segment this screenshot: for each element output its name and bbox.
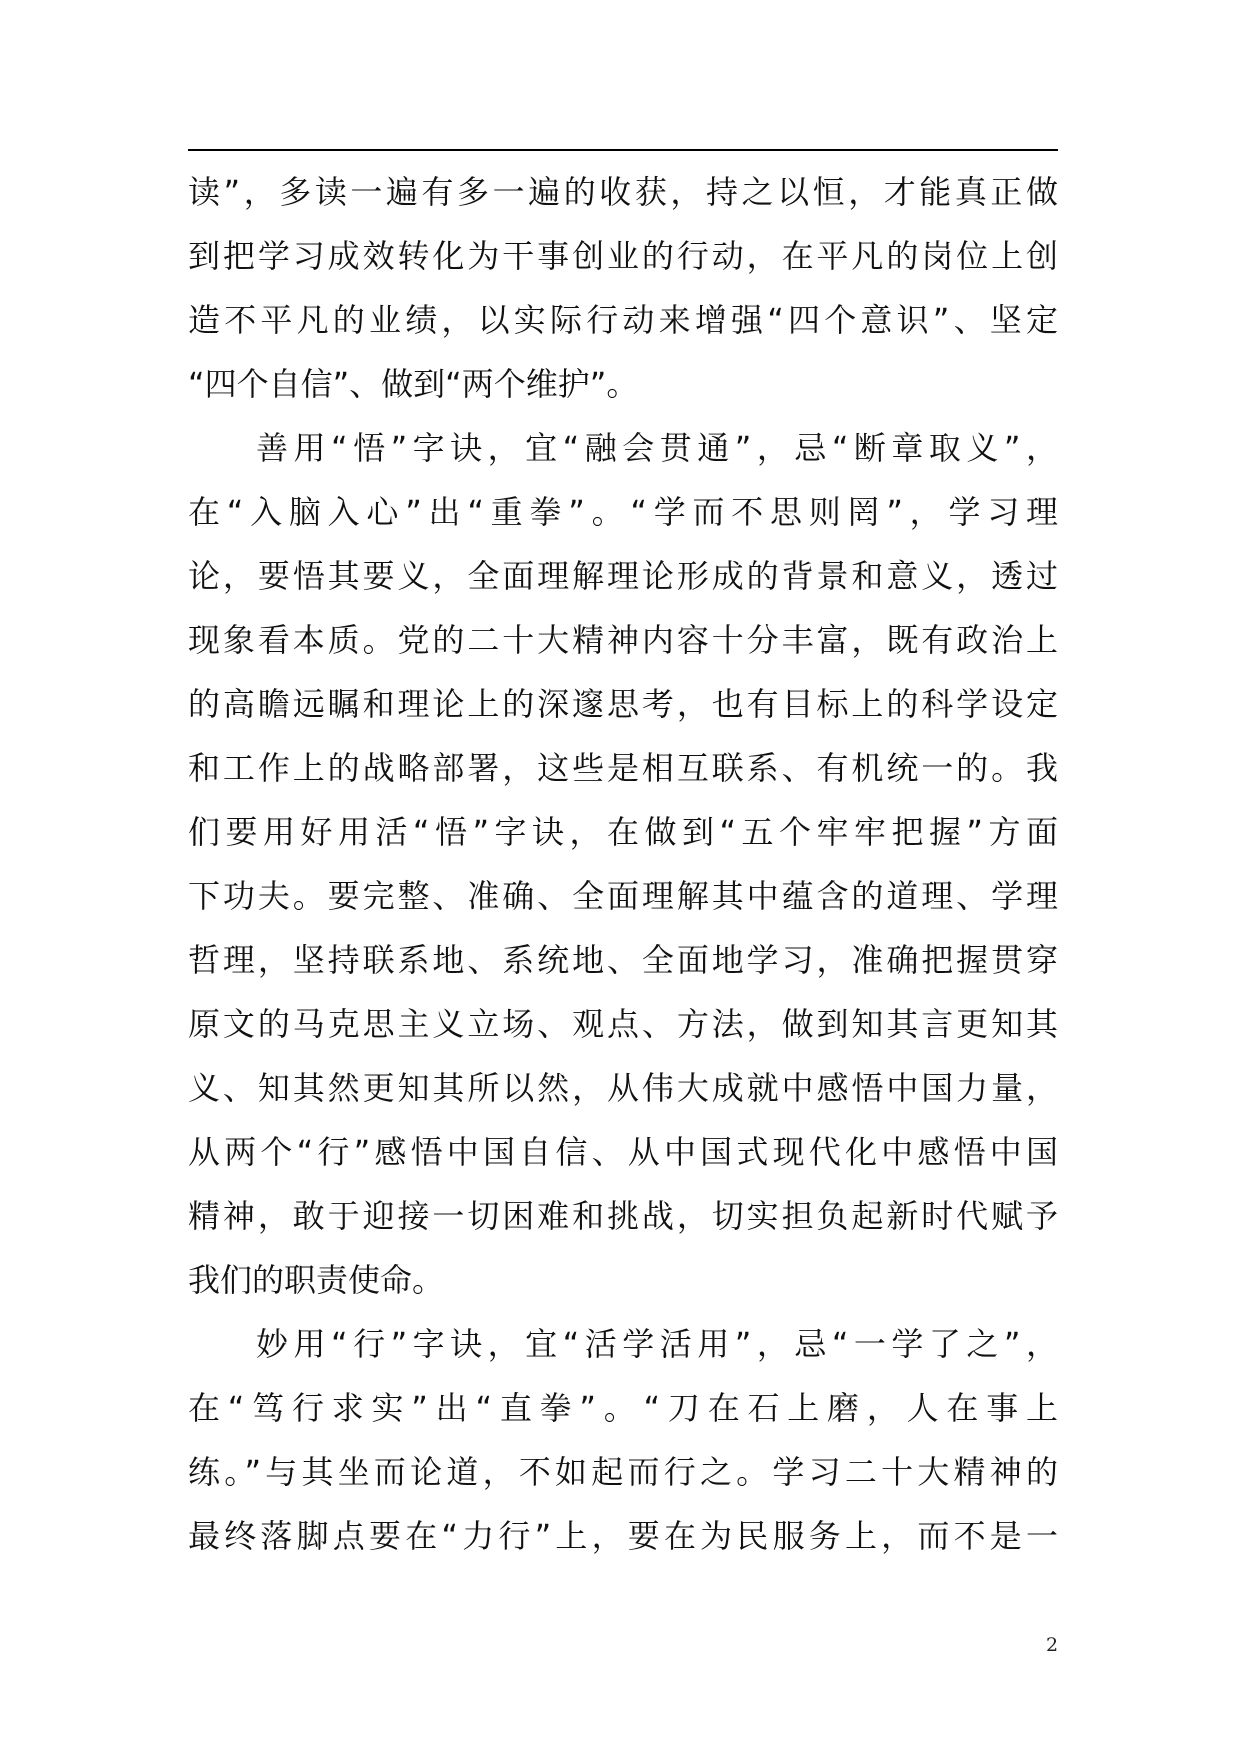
- text-line: 哲理，坚持联系地、系统地、全面地学习，准确把握贯穿: [188, 941, 1058, 979]
- text-line: 最终落脚点要在“力行”上，要在为民服务上，而不是一: [188, 1517, 1058, 1555]
- text-line: 原文的马克思主义立场、观点、方法，做到知其言更知其: [188, 1005, 1058, 1043]
- text-line: 和工作上的战略部署，这些是相互联系、有机统一的。我: [188, 749, 1058, 787]
- text-line: 练。”与其坐而论道，不如起而行之。学习二十大精神的: [188, 1453, 1058, 1491]
- text-line: 下功夫。要完整、准确、全面理解其中蕴含的道理、学理: [188, 877, 1058, 915]
- text-line: 在“笃行求实”出“直拳”。“刀在石上磨，人在事上: [188, 1389, 1058, 1427]
- body-text: [188, 160, 1058, 1568]
- text-line: 的高瞻远瞩和理论上的深邃思考，也有目标上的科学设定: [188, 685, 1058, 723]
- text-line: 义、知其然更知其所以然，从伟大成就中感悟中国力量，: [188, 1069, 1058, 1107]
- text-line: 读”，多读一遍有多一遍的收获，持之以恒，才能真正做: [188, 173, 1058, 211]
- page-number: 2: [1046, 1634, 1059, 1656]
- paragraph-first-line: 妙用“行”字诀，宜“活学活用”，忌“一学了之”，: [256, 1325, 1058, 1363]
- text-line: 论，要悟其要义，全面理解理论形成的背景和意义，透过: [188, 557, 1058, 595]
- text-line: “四个自信”、做到“两个维护”。: [188, 365, 639, 403]
- text-line: 到把学习成效转化为干事创业的行动，在平凡的岗位上创: [188, 237, 1058, 275]
- text-line: 我们的职责使命。: [188, 1261, 445, 1299]
- text-line: 现象看本质。党的二十大精神内容十分丰富，既有政治上: [188, 621, 1058, 659]
- text-line: 们要用好用活“悟”字诀，在做到“五个牢牢把握”方面: [188, 813, 1058, 851]
- text-line: 在“入脑入心”出“重拳”。“学而不思则罔”，学习理: [188, 493, 1058, 531]
- paragraph-first-line: 善用“悟”字诀，宜“融会贯通”，忌“断章取义”，: [256, 429, 1058, 467]
- text-line: 从两个“行”感悟中国自信、从中国式现代化中感悟中国: [188, 1133, 1058, 1171]
- text-line: 造不平凡的业绩，以实际行动来增强“四个意识”、坚定: [188, 301, 1058, 339]
- header-rule: [188, 149, 1058, 151]
- text-line: 精神，敢于迎接一切困难和挑战，切实担负起新时代赋予: [188, 1197, 1058, 1235]
